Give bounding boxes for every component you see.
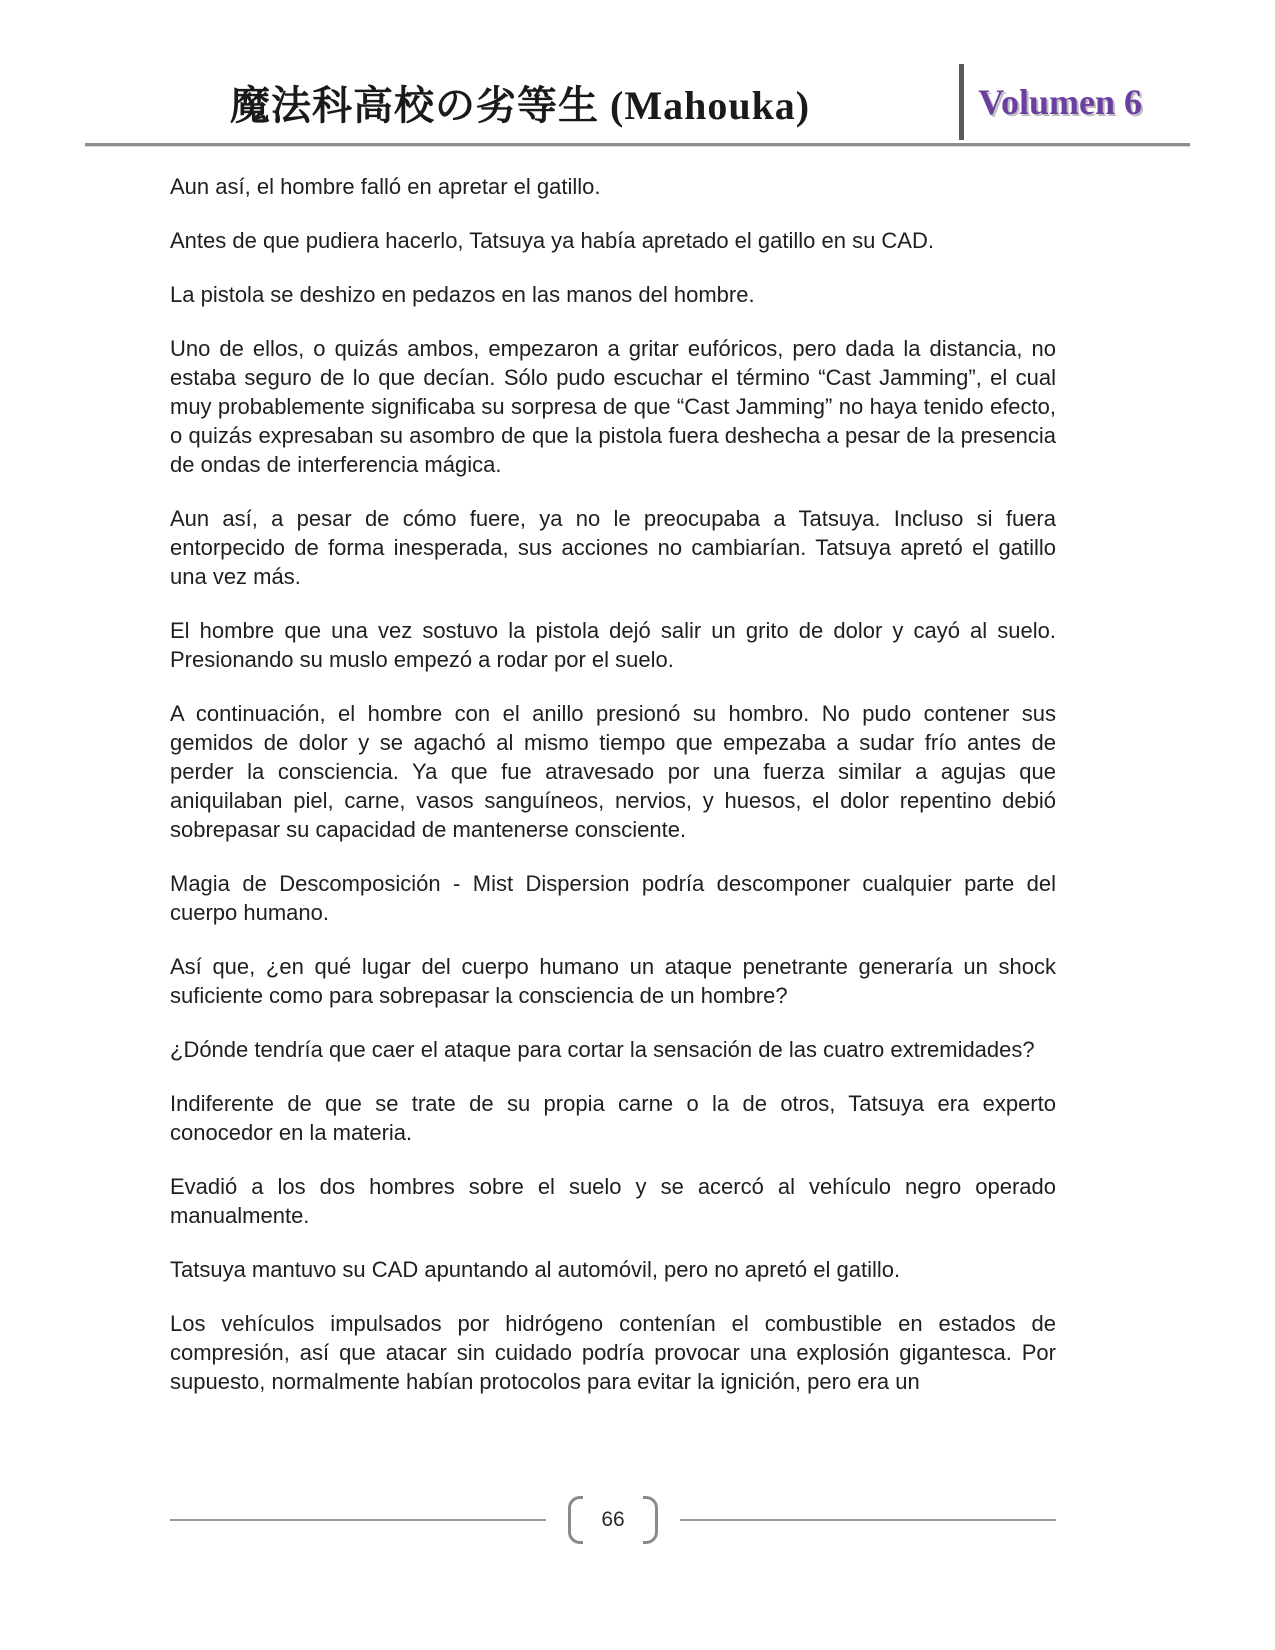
paragraph: Los vehículos impulsados por hidrógeno contenían el combustible en estados de compresión, así que atacar sin cuidado podría provocar una explosión gigantesca. Por supuesto, normalmente habían protocolos para evitar la ignición, pero era un xyxy=(170,1311,1056,1394)
paragraph: Uno de ellos, o quizás ambos, empezaron a gritar eufóricos, pero dada la distancia, no estaba seguro de lo que decían. Sólo pudo escuchar el término “Cast Jamming”, el cual muy probablemente significaba su sorpresa de que “Cast Jamming” no haya tenido efecto, o quizás expresaban su asombro de que la pistola fuera deshecha a pesar de la presencia de ondas de interferencia mágica. xyxy=(170,336,1056,477)
paragraph: Tatsuya mantuvo su CAD apuntando al automóvil, pero no apretó el gatillo. xyxy=(170,1257,901,1282)
page-footer xyxy=(170,1492,1056,1548)
paragraph: Indiferente de que se trate de su propia carne o la de otros, Tatsuya era experto conocedor en la materia. xyxy=(170,1091,1056,1145)
paragraph: El hombre que una vez sostuvo la pistola dejó salir un grito de dolor y cayó al suelo. Presionando su muslo empezó a rodar por el suelo. xyxy=(170,618,1056,672)
page-header xyxy=(85,58,1190,146)
paragraph: Magia de Descomposición - Mist Dispersion podría descomponer cualquier parte del cuerpo humano. xyxy=(170,871,1056,925)
volume-label: Volumen 6 xyxy=(978,82,1142,122)
left-bracket-ornament xyxy=(568,1496,583,1544)
paragraph: Antes de que pudiera hacerlo, Tatsuya ya había apretado el gatillo en su CAD. xyxy=(170,228,934,253)
paragraph: Evadió a los dos hombres sobre el suelo y se acercó al vehículo negro operado manualmente. xyxy=(170,1174,1056,1228)
header-rule xyxy=(85,143,1190,147)
paragraph: ¿Dónde tendría que caer el ataque para cortar la sensación de las cuatro extremidades? xyxy=(170,1037,1035,1062)
footer-line-left xyxy=(170,1519,546,1521)
paragraph: Así que, ¿en qué lugar del cuerpo humano un ataque penetrante generaría un shock suficiente como para sobrepasar la consciencia de un hombre? xyxy=(170,954,1056,1008)
page-content xyxy=(170,172,1056,1421)
paragraph: Aun así, el hombre falló en apretar el gatillo. xyxy=(170,174,601,199)
document-title: 魔法科高校の劣等生 (Mahouka) xyxy=(230,82,811,128)
right-bracket-ornament xyxy=(643,1496,658,1544)
page-number: 66 xyxy=(601,1508,625,1531)
footer-line-right xyxy=(680,1519,1056,1521)
paragraph: Aun así, a pesar de cómo fuere, ya no le preocupaba a Tatsuya. Incluso si fuera entorpecido de forma inesperada, sus acciones no cambiarían. Tatsuya apretó el gatillo una vez más. xyxy=(170,506,1056,589)
paragraph: La pistola se deshizo en pedazos en las manos del hombre. xyxy=(170,282,755,307)
volume-badge xyxy=(959,64,1142,140)
paragraph: A continuación, el hombre con el anillo presionó su hombro. No pudo contener sus gemidos de dolor y se agachó al mismo tiempo que empezaba a sudar frío antes de perder la consciencia. Ya que fue atravesado por una fuerza similar a agujas que aniquilaban piel, carne, vasos sanguíneos, nervios, y huesos, el dolor repentino debió sobrepasar su capacidad de mantenerse consciente. xyxy=(170,701,1056,842)
volume-divider-bar xyxy=(959,64,964,140)
